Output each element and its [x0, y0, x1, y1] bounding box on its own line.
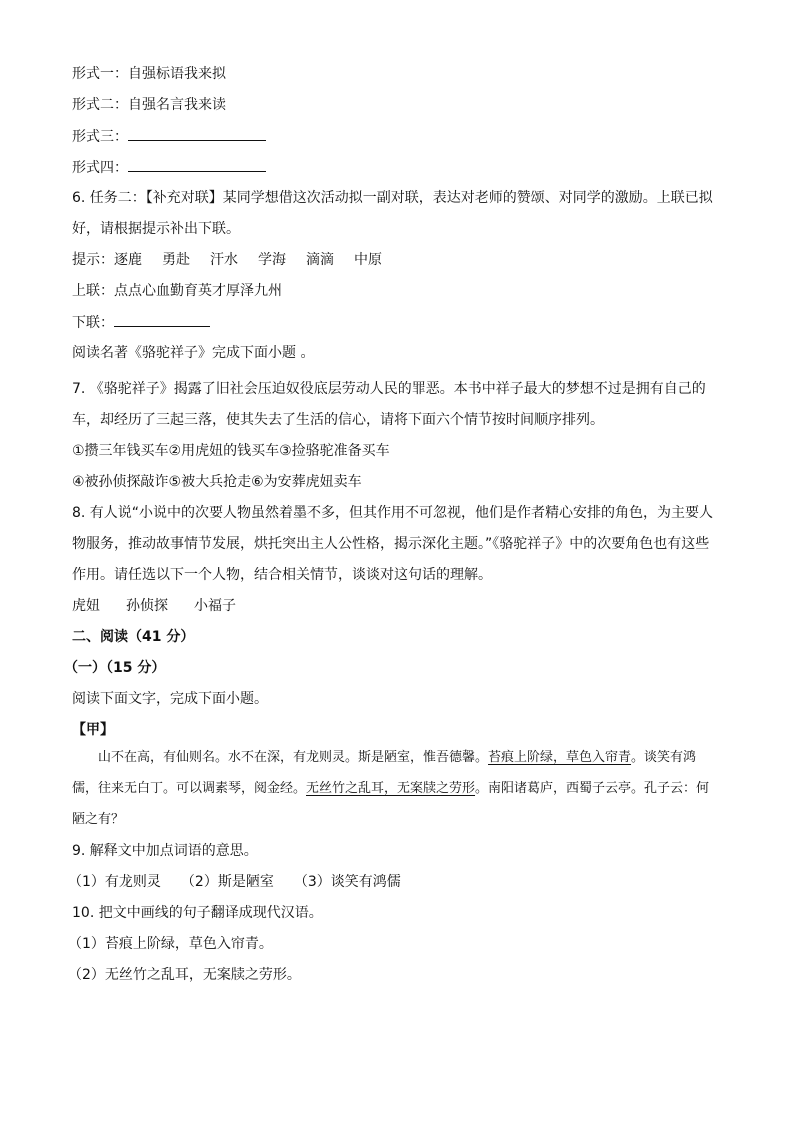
hint-label: 提示： — [72, 252, 114, 268]
question-10: 10. 把文中画线的句子翻译成现代汉语。 — [72, 905, 323, 921]
question-8: 8. 有人说“小说中的次要人物虽然着墨不多，但其作用不可忽视，他们是作者精心安排的角色，为主要人物服务，推动故事情节发展，烘托突出主人公性格，揭示深化主题。”《骆驼祥子》中的次要角色也有这些作用。请任选以下一个人物，结合相关情节，谈谈对这句话的理解。 — [72, 505, 714, 583]
section-heading: 二、阅读（41 分） — [72, 629, 195, 645]
form-four-label: 形式四： — [72, 160, 128, 176]
hint-word: 逐鹿 — [114, 252, 142, 268]
part-heading: （一）（15 分） — [64, 660, 166, 676]
form-four-blank[interactable] — [128, 157, 266, 172]
underlined-sentence: 无丝竹之乱耳，无案牍之劳形 — [306, 781, 476, 796]
question-7: 7. 《骆驼祥子》揭露了旧社会压迫奴役底层劳动人民的罪恶。本书中祥子最大的梦想不过是拥有自己的车，却经历了三起三落，使其失去了生活的信心，请将下面六个情节按时间顺序排列。 — [72, 381, 706, 428]
lower-couplet — [72, 312, 722, 332]
hint-word: 学海 — [258, 252, 286, 268]
hint-word: 勇赴 — [162, 252, 190, 268]
passage-segment: 。谈笑有鸿儒，往来无白丁。可以调素琴，阅金经。 — [72, 750, 697, 796]
q7-options-2: ④被孙侦探敲诈⑤被大兵抢走⑥为安葬虎妞卖车 — [72, 474, 362, 490]
question-9: 9. 解释文中加点词语的意思。 — [72, 843, 258, 859]
reading-intro: 阅读下面文字，完成下面小题。 — [72, 691, 268, 707]
q9-item: （2）斯是陋室 — [180, 874, 274, 890]
q8-people — [72, 596, 722, 616]
passage-label: 【甲】 — [72, 722, 114, 738]
underlined-sentence: 苔痕上阶绿，草色入帘青 — [488, 750, 632, 765]
form-three — [72, 126, 722, 146]
q9-item: （1）有龙则灵 — [68, 874, 161, 890]
document-page — [64, 64, 722, 996]
form-three-blank[interactable] — [128, 126, 266, 141]
form-three-label: 形式三： — [72, 129, 128, 145]
person-option: 小福子 — [194, 598, 236, 614]
q10-sentence-1: （1）苔痕上阶绿，草色入帘青。 — [68, 936, 273, 952]
upper-couplet: 上联：点点心血勤育英才厚泽九州 — [72, 283, 282, 299]
form-four — [72, 157, 722, 177]
hint-word: 滴滴 — [306, 252, 334, 268]
q10-sentence-2: （2）无丝竹之乱耳，无案牍之劳形。 — [68, 967, 301, 983]
passage-text — [72, 742, 722, 835]
form-two: 形式二：自强名言我来读 — [72, 97, 226, 113]
q9-items — [68, 872, 722, 892]
question-6: 6. 任务二：【补充对联】某同学想借这次活动拟一副对联，表达对老师的赞颂、对同学的激励。上联已拟好，请根据提示补出下联。 — [72, 190, 713, 237]
person-option: 虎妞 — [72, 598, 100, 614]
lower-couplet-blank[interactable] — [114, 312, 210, 327]
person-option: 孙侦探 — [126, 598, 168, 614]
q6-hints — [72, 250, 722, 270]
book-intro: 阅读名著《骆驼祥子》完成下面小题 。 — [72, 345, 315, 361]
passage-segment: 山不在高，有仙则名。水不在深，有龙则灵。斯是陋室，惟吾德馨。 — [98, 750, 489, 765]
passage-segment: 。南阳诸葛庐，西蜀子云亭。孔子云：何陋之有？ — [72, 781, 710, 827]
q9-item: （3）谈笑有鸿儒 — [293, 874, 401, 890]
form-one: 形式一：自强标语我来拟 — [72, 66, 226, 82]
q7-options-1: ①攒三年钱买车②用虎妞的钱买车③捡骆驼准备买车 — [72, 443, 390, 459]
lower-couplet-label: 下联： — [72, 315, 114, 331]
hint-word: 中原 — [354, 252, 382, 268]
hint-word: 汗水 — [210, 252, 238, 268]
